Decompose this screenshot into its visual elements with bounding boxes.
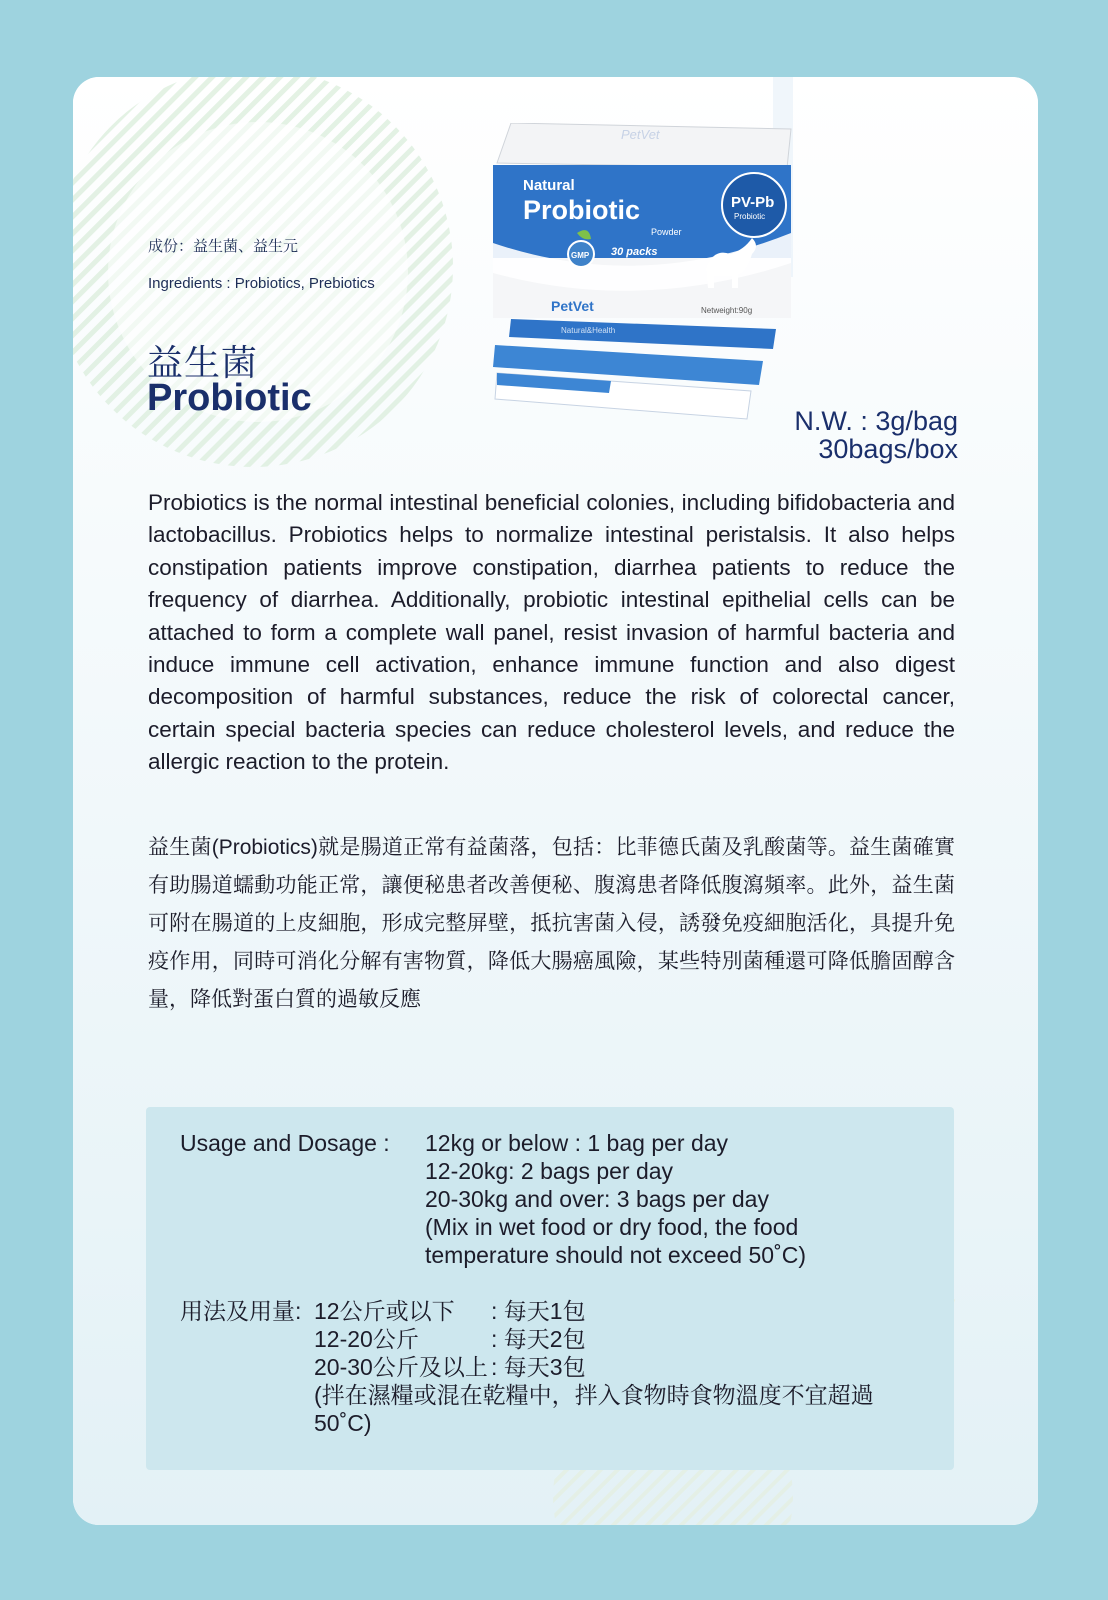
box-code: PV-Pb: [731, 194, 775, 211]
net-weight-box: 30bags/box: [818, 434, 958, 464]
box-brand: PetVet: [551, 298, 594, 314]
box-natural: Natural: [523, 177, 575, 194]
usage-zh-2-dose: : 每天2包: [491, 1326, 586, 1352]
usage-zh-3-dose: : 每天3包: [491, 1354, 586, 1380]
box-brand-top: PetVet: [621, 127, 660, 142]
ingredients-zh: 成份：益生菌、益生元: [148, 238, 299, 255]
title-en: Probiotic: [147, 377, 312, 419]
usage-zh-2-weight: 12-20公斤: [314, 1326, 419, 1352]
usage-line-en-5: temperature should not exceed 50˚C): [425, 1242, 806, 1268]
usage-label-en: Usage and Dosage :: [180, 1130, 390, 1156]
usage-zh-note-1: (拌在濕糧或混在乾糧中，拌入食物時食物溫度不宜超過: [314, 1382, 874, 1408]
usage-zh-1-dose: : 每天1包: [491, 1298, 586, 1324]
usage-zh-3-weight: 20-30公斤及以上: [314, 1354, 488, 1380]
net-weight-bag: N.W. : 3g/bag: [794, 406, 958, 436]
info-card: [73, 77, 1038, 1525]
box-name: Probiotic: [523, 195, 641, 225]
usage-line-en-1: 12kg or below : 1 bag per day: [425, 1130, 729, 1156]
usage-label-zh: 用法及用量:: [180, 1298, 302, 1324]
sachets: [493, 319, 776, 419]
box-netweight: Netweight:90g: [701, 306, 753, 315]
usage-zh-note-2: 50˚C): [314, 1410, 372, 1436]
title-zh: 益生菌: [147, 342, 259, 383]
box-code-sub: Probiotic: [734, 212, 766, 221]
box-gmp: GMP: [571, 251, 590, 260]
box-powder: Powder: [651, 227, 682, 237]
usage-line-en-3: 20-30kg and over: 3 bags per day: [425, 1186, 769, 1212]
product-image: [491, 123, 797, 423]
description-zh: 益生菌(Probiotics)就是腸道正常有益菌落，包括：比菲德氏菌及乳酸菌等。益生菌確實有助腸道蠕動功能正常，讓便秘患者改善便秘、腹瀉患者降低腹瀉頻率。此外，益生菌可附在腸道的上皮細胞，形成完整屏壁，抵抗害菌入侵，誘發免疫細胞活化，具提升免疫作用，同時可消化分解有害物質，降低大腸癌風險，某些特別菌種還可降低膽固醇含量，降低對蛋白質的過敏反應: [148, 836, 955, 1011]
usage-box: [146, 1107, 954, 1470]
usage-line-en-2: 12-20kg: 2 bags per day: [425, 1158, 674, 1184]
usage-line-en-4: (Mix in wet food or dry food, the food: [425, 1214, 799, 1240]
description-en: Probiotics is the normal intestinal beneficial colonies, including bifidobacteria and lactobacillus. Probiotics helps to normalize intestinal peristalsis. It also helps constipation patients improve constipation, diarrhea patients to reduce the frequency of diarrhea. Additionally, probiotic intestinal epithelial cells can be attached to form a complete wall panel, resist invasion of harmful bacteria and induce immune cell activation, enhance immune function and also digest decomposition of harmful substances, reduce the risk of colorectal cancer, certain special bacteria species can reduce cholesterol levels, and reduce the allergic reaction to the protein.: [148, 490, 955, 775]
box-packs: 30 packs: [611, 246, 658, 258]
ingredients-en: Ingredients : Probiotics, Prebiotics: [148, 275, 375, 292]
usage-zh-1-weight: 12公斤或以下: [314, 1298, 455, 1324]
sachet-text: Natural&Health: [561, 326, 616, 335]
net-weight: [794, 407, 958, 463]
